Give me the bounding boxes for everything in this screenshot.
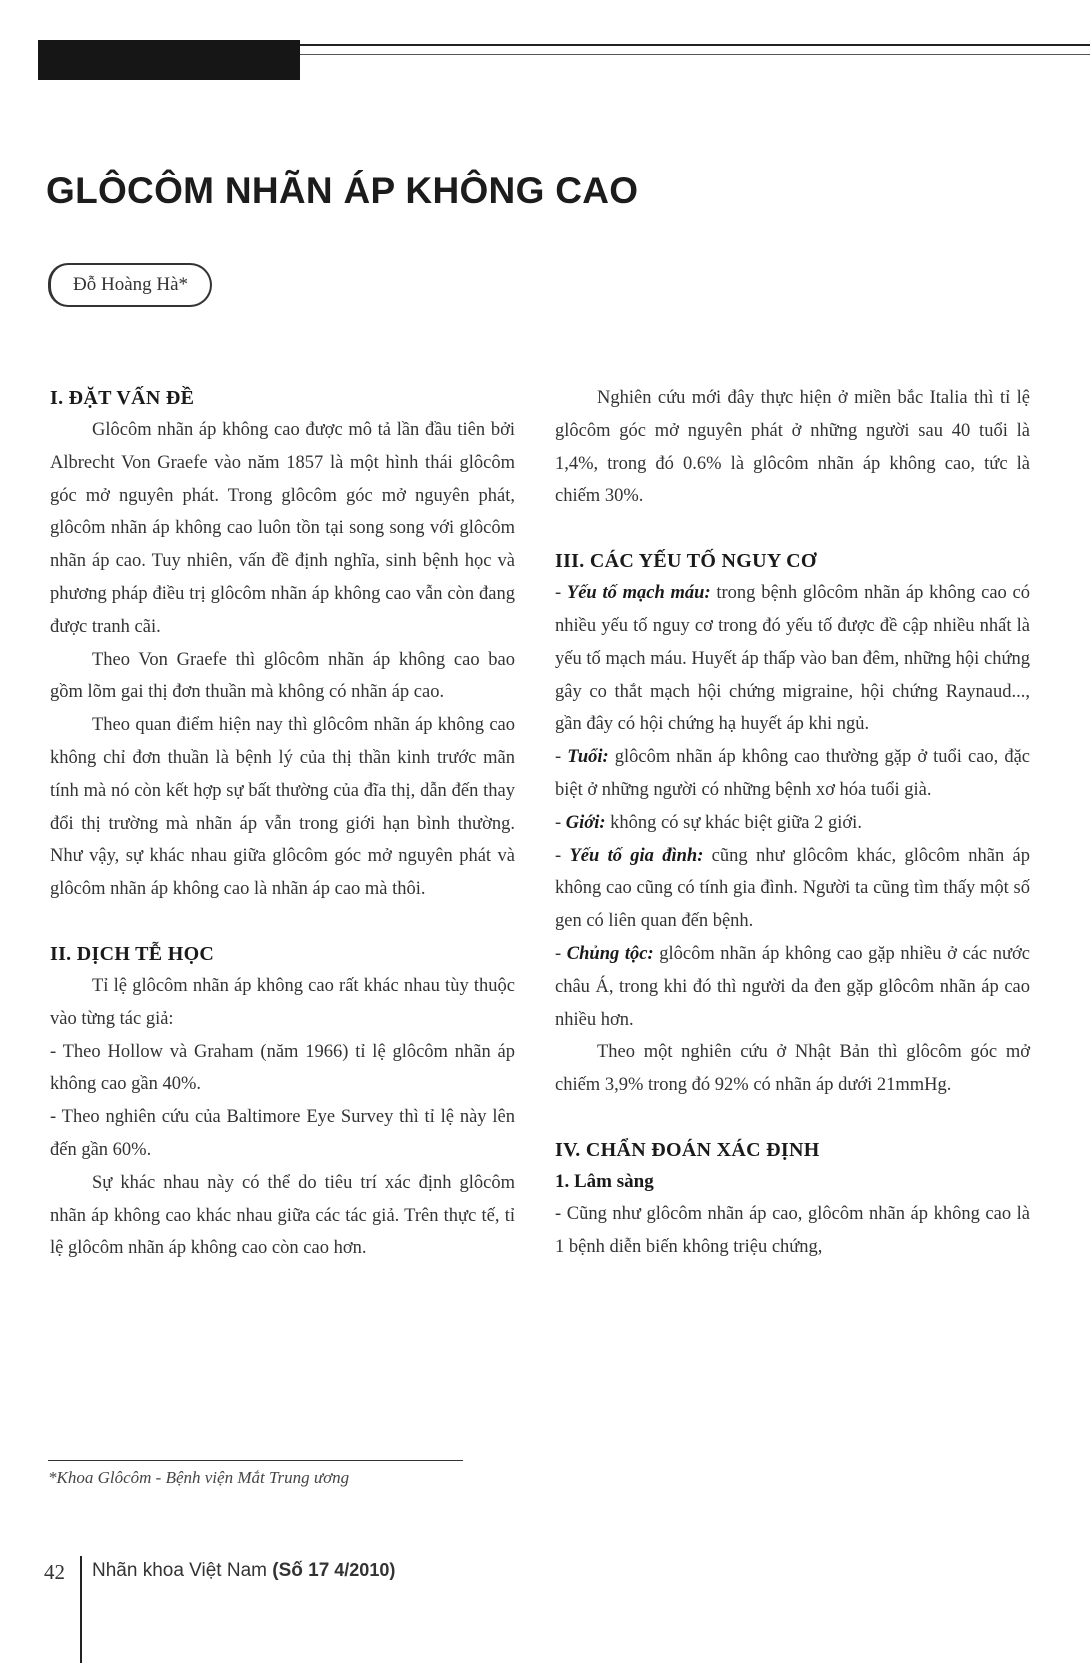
- paragraph: Glôcôm nhãn áp không cao được mô tả lần đầu tiên bởi Albrecht Von Graefe vào năm 1857 là một hình thái glôcôm góc mở nguyên phát. Trong glôcôm góc mở nguyên phát, glôcôm nhãn áp không cao luôn tồn tại song song với glôcôm nhãn áp cao. Tuy nhiên, vấn đề định nghĩa, sinh bệnh học và phương pháp điều trị glôcôm nhãn áp không cao vẫn còn đang được tranh cãi.: [50, 420, 515, 637]
- list-item: - Yếu tố mạch máu: trong bệnh glôcôm nhãn áp không cao có nhiều yếu tố nguy cơ trong đó yếu tố được đề cập nhiều nhất là yếu tố mạch máu. Huyết áp thấp vào ban đêm, những hội chứng gây co thắt mạch hội chứng migraine, hội chứng Raynaud..., gần đây có hội chứng hạ huyết áp khi ngủ.: [555, 583, 1030, 735]
- section-heading-2: II. DỊCH TỄ HỌC: [50, 942, 215, 965]
- right-column: [555, 382, 1030, 1264]
- paragraph: Sự khác nhau này có thể do tiêu trí xác định glôcôm nhãn áp không cao khác nhau giữa các tác giả. Trên thực tế, tỉ lệ glôcôm nhãn áp không cao còn cao hơn.: [50, 1172, 515, 1259]
- risk-term: Yếu tố mạch máu:: [566, 583, 711, 604]
- list-item: - Giới: không có sự khác biệt giữa 2 giới.: [555, 812, 862, 833]
- list-item: - Theo Hollow và Graham (năm 1966) tỉ lệ glôcôm nhãn áp không cao gần 40%.: [50, 1041, 515, 1095]
- section-heading-4: IV. CHẨN ĐOÁN XÁC ĐỊNH: [555, 1138, 820, 1161]
- issue-date: 4/2010): [329, 1560, 396, 1580]
- section-heading-1: I. ĐẶT VẤN ĐỀ: [50, 387, 195, 409]
- risk-term: Tuổi:: [567, 747, 609, 768]
- journal-name: Nhãn khoa Việt Nam: [92, 1560, 273, 1581]
- author-name: Đỗ Hoàng Hà*: [48, 263, 212, 307]
- risk-term: Chủng tộc:: [566, 943, 654, 964]
- header-rule-thin: [300, 54, 1090, 55]
- left-column: [50, 382, 515, 1265]
- risk-text: glôcôm nhãn áp không cao gặp nhiều ở các nước châu Á, trong khi đó thì người da đen gặp glôcôm nhãn áp cao nhiều hơn.: [555, 943, 1030, 1030]
- header-rule: [300, 44, 1090, 46]
- footnote: *Khoa Glôcôm - Bệnh viện Mắt Trung ương: [48, 1468, 350, 1487]
- list-item: - Chủng tộc: glôcôm nhãn áp không cao gặp nhiều ở các nước châu Á, trong khi đó thì người da đen gặp glôcôm nhãn áp cao nhiều hơn.: [555, 943, 1030, 1030]
- risk-text: cũng như glôcôm khác, glôcôm nhãn áp không cao cũng có tính gia đình. Người ta cũng tìm thấy một số gen có liên quan đến bệnh.: [555, 845, 1030, 932]
- risk-term: Giới:: [565, 812, 606, 833]
- risk-text: không có sự khác biệt giữa 2 giới.: [605, 812, 862, 833]
- risk-text: trong bệnh glôcôm nhãn áp không cao có nhiều yếu tố nguy cơ trong đó yếu tố được đề cập nhiều nhất là yếu tố mạch máu. Huyết áp thấp vào ban đêm, những hội chứng gây co thắt mạch hội chứng migraine, hội chứng Raynaud..., gần đây có hội chứng hạ huyết áp khi ngủ.: [555, 583, 1030, 735]
- risk-term: Yếu tố gia đình:: [569, 845, 704, 866]
- paragraph: - Cũng như glôcôm nhãn áp cao, glôcôm nhãn áp không cao là 1 bệnh diễn biến không triệu chứng,: [555, 1203, 1030, 1257]
- footnote-rule: [48, 1460, 463, 1461]
- journal-footer: [92, 1560, 395, 1582]
- paragraph: Theo quan điểm hiện nay thì glôcôm nhãn áp không cao không chỉ đơn thuần là bệnh lý của thị thần kinh trước mãn tính mà nó còn kết hợp sự bất thường của đĩa thị, dẫn đến thay đổi thị trường mà nhãn áp vẫn trong giới hạn bình thường. Như vậy, sự khác nhau giữa glôcôm góc mở nguyên phát và glôcôm nhãn áp không cao là nhãn áp cao mà thôi.: [50, 715, 515, 900]
- list-item: - Yếu tố gia đình: cũng như glôcôm khác, glôcôm nhãn áp không cao cũng có tính gia đình. Người ta cũng tìm thấy một số gen có liên quan đến bệnh.: [555, 845, 1030, 932]
- subsection-heading: 1. Lâm sàng: [555, 1170, 654, 1192]
- paragraph: Theo Von Graefe thì glôcôm nhãn áp không cao bao gồm lõm gai thị đơn thuần mà không có nhãn áp cao.: [50, 649, 515, 703]
- issue-label: (Số 17: [272, 1560, 330, 1581]
- section-heading-3: III. CÁC YẾU TỐ NGUY CƠ: [555, 550, 817, 573]
- paragraph: Theo một nghiên cứu ở Nhật Bản thì glôcôm góc mở chiếm 3,9% trong đó 92% có nhãn áp dưới 21mmHg.: [555, 1042, 1030, 1096]
- article-title: GLÔCÔM NHÃN ÁP KHÔNG CAO: [46, 170, 639, 211]
- list-item: - Tuổi: glôcôm nhãn áp không cao thường gặp ở tuổi cao, đặc biệt ở những người có những bệnh xơ hóa tuổi già.: [555, 747, 1030, 800]
- footer-vertical-rule: [80, 1556, 82, 1663]
- list-item: - Theo nghiên cứu của Baltimore Eye Survey thì tỉ lệ này lên đến gần 60%.: [50, 1107, 515, 1160]
- header-black-bar: [38, 40, 300, 80]
- paragraph: Tỉ lệ glôcôm nhãn áp không cao rất khác nhau tùy thuộc vào từng tác giả:: [50, 975, 515, 1029]
- risk-text: glôcôm nhãn áp không cao thường gặp ở tuổi cao, đặc biệt ở những người có những bệnh xơ hóa tuổi già.: [555, 747, 1030, 800]
- paragraph: Nghiên cứu mới đây thực hiện ở miền bắc Italia thì tỉ lệ glôcôm góc mở nguyên phát ở những người sau 40 tuổi là 1,4%, trong đó 0.6% là glôcôm nhãn áp không cao, tức là chiếm 30%.: [555, 388, 1030, 507]
- page-number: 42: [44, 1560, 65, 1584]
